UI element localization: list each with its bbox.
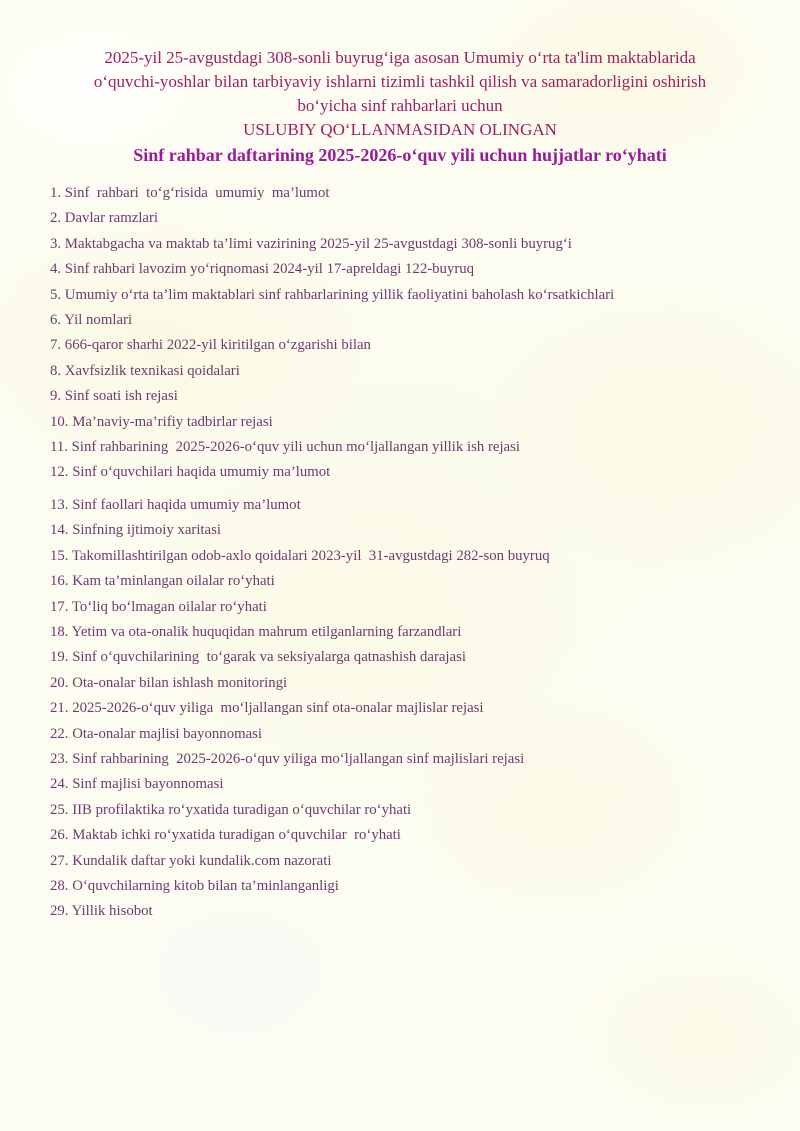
- list-item: 17. To‘liq bo‘lmagan oilalar ro‘yhati: [50, 598, 267, 615]
- header-line: 2025-yil 25-avgustdagi 308-sonli buyrug‘iga asosan Umumiy o‘rta ta'lim maktablarida: [104, 48, 696, 67]
- list-item: 13. Sinf faollari haqida umumiy ma’lumot: [50, 496, 301, 513]
- list-item: 14. Sinfning ijtimoiy xaritasi: [50, 522, 221, 539]
- list-item: 15. Takomillashtirilgan odob-axlo qoidalari 2023-yil 31-avgustdagi 282-son buyruq: [50, 547, 550, 564]
- header-subtitle: USLUBIY QO‘LLANMASIDAN OLINGAN: [243, 120, 557, 139]
- page-title: Sinf rahbar daftarining 2025-2026-o‘quv yili uchun hujjatlar ro‘yhati: [133, 145, 667, 165]
- list-item: 4. Sinf rahbari lavozim yo‘riqnomasi 2024-yil 17-apreldagi 122-buyruq: [50, 261, 475, 278]
- list-item: 12. Sinf o‘quvchilari haqida umumiy ma’lumot: [50, 464, 331, 481]
- document-header: [0, 0, 800, 142]
- list-item: 20. Ota-onalar bilan ishlash monitoringi: [50, 674, 288, 691]
- list-item: 18. Yetim va ota-onalik huquqidan mahrum etilganlarning farzandlari: [50, 623, 462, 640]
- list-item: 29. Yillik hisobot: [50, 903, 153, 920]
- list-item: 24. Sinf majlisi bayonnomasi: [50, 776, 224, 793]
- list-item: 28. O‘quvchilarning kitob bilan ta’minlanganligi: [50, 877, 339, 894]
- list-item: 1. Sinf rahbari to‘g‘risida umumiy ma’lumot: [50, 185, 330, 201]
- list-item: 27. Kundalik daftar yoki kundalik.com nazorati: [50, 852, 332, 869]
- list-item: 7. 666-qaror sharhi 2022-yil kiritilgan o‘zgarishi bilan: [50, 337, 371, 354]
- list-item: 22. Ota-onalar majlisi bayonnomasi: [50, 725, 263, 742]
- list-item: 19. Sinf o‘quvchilarining to‘garak va seksiyalarga qatnashish darajasi: [50, 649, 466, 666]
- documents-list: [0, 181, 800, 925]
- list-item: 6. Yil nomlari: [50, 312, 133, 329]
- header-line: bo‘yicha sinf rahbarlari uchun: [297, 96, 503, 115]
- list-item: 25. IIB profilaktika ro‘yxatida turadigan o‘quvchilar ro‘yhati: [50, 801, 412, 818]
- list-item: 11. Sinf rahbarining 2025-2026-o‘quv yili uchun mo‘ljallangan yillik ish rejasi: [50, 439, 520, 456]
- header-line: o‘quvchi-yoshlar bilan tarbiyaviy ishlarni tizimli tashkil qilish va samaradorligini oshirish: [93, 72, 707, 91]
- list-item: 26. Maktab ichki ro‘yxatida turadigan o‘quvchilar ro‘yhati: [50, 827, 401, 844]
- list-item: 23. Sinf rahbarining 2025-2026-o‘quv yiliga mo‘ljallangan sinf majlislari rejasi: [50, 750, 525, 767]
- list-item: 16. Kam ta’minlangan oilalar ro‘yhati: [50, 573, 275, 590]
- list-item: 10. Ma’naviy-ma’rifiy tadbirlar rejasi: [50, 413, 273, 430]
- list-item: 9. Sinf soati ish rejasi: [50, 388, 178, 405]
- list-item: 3. Maktabgacha va maktab ta’limi vazirining 2025-yil 25-avgustdagi 308-sonli buyrug‘i: [50, 235, 572, 252]
- list-item: 2. Davlar ramzlari: [50, 210, 159, 227]
- list-item: 8. Xavfsizlik texnikasi qoidalari: [50, 362, 240, 379]
- list-item: 21. 2025-2026-o‘quv yiliga mo‘ljallangan sinf ota-onalar majlislar rejasi: [50, 700, 484, 717]
- list-item: 5. Umumiy o‘rta ta’lim maktablari sinf rahbarlarining yillik faoliyatini baholash ko‘rsatkichlari: [50, 286, 615, 303]
